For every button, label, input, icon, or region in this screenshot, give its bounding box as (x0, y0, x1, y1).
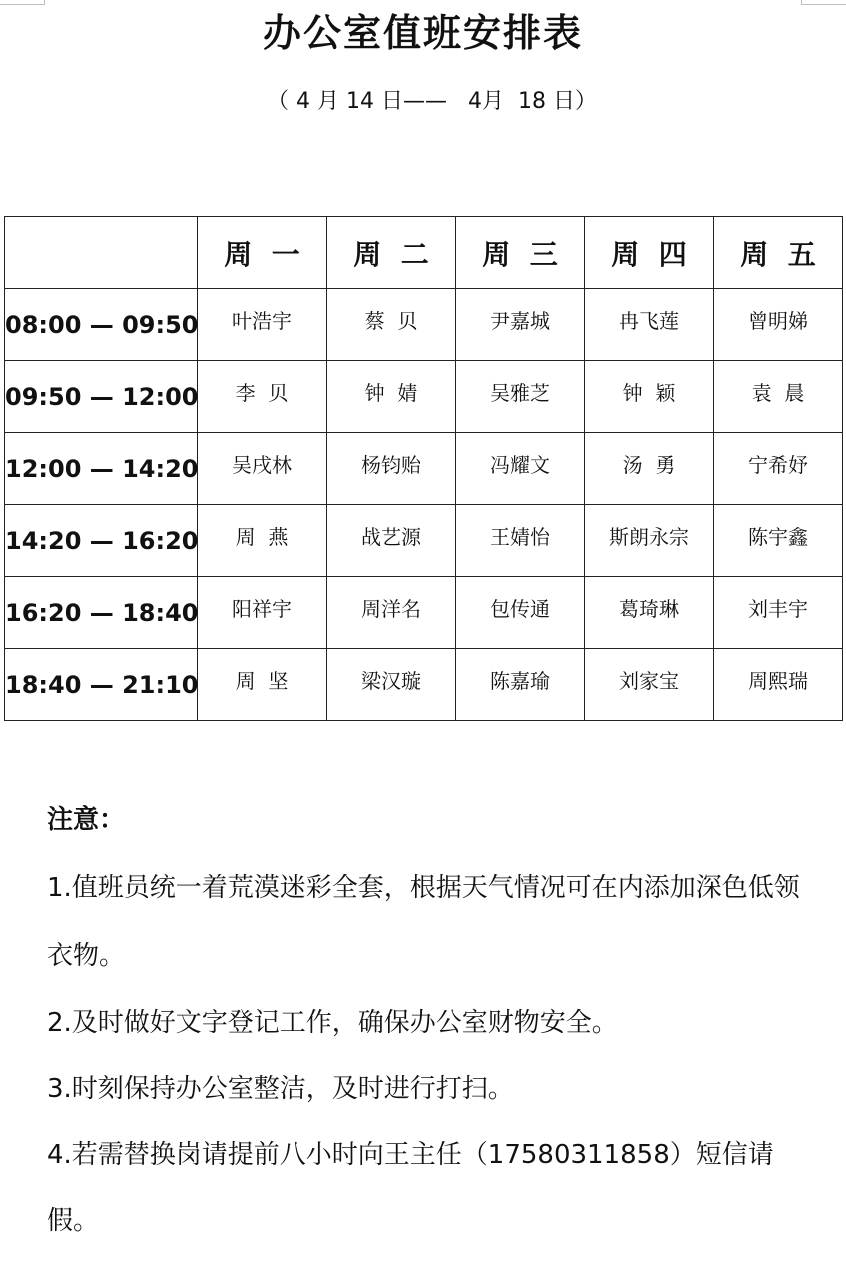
duty-name-cell: 尹嘉城 (456, 289, 585, 361)
table-row (5, 433, 843, 505)
time-slot-cell: 14:20 — 16:20 (5, 505, 198, 577)
duty-name-cell: 吴雅芝 (456, 361, 585, 433)
duty-name-cell: 周熙瑞 (714, 649, 843, 721)
duty-name-cell: 叶浩宇 (198, 289, 327, 361)
duty-name-cell: 王婧怡 (456, 505, 585, 577)
duty-name-cell: 陈宇鑫 (714, 505, 843, 577)
table-row (5, 289, 843, 361)
duty-name-cell: 斯朗永宗 (585, 505, 714, 577)
duty-name-cell: 钟 婧 (327, 361, 456, 433)
page-corner-mark-right (801, 0, 846, 5)
duty-name-cell: 周 坚 (198, 649, 327, 721)
note-item: 4.若需替换岗请提前八小时向王主任（17580311858）短信请假。 (47, 1140, 774, 1236)
duty-name-cell: 葛琦琳 (585, 577, 714, 649)
duty-name-cell: 陈嘉瑜 (456, 649, 585, 721)
time-slot-cell: 16:20 — 18:40 (5, 577, 198, 649)
table-row (5, 577, 843, 649)
duty-name-cell: 李 贝 (198, 361, 327, 433)
header-corner-cell (5, 217, 198, 289)
note-item: 3.时刻保持办公室整洁，及时进行打扫。 (47, 1074, 514, 1104)
duty-name-cell: 宁希妤 (714, 433, 843, 505)
note-item: 2.及时做好文字登记工作，确保办公室财物安全。 (47, 1008, 618, 1038)
duty-name-cell: 冯耀文 (456, 433, 585, 505)
table-row (5, 649, 843, 721)
notes-heading: 注意： (47, 805, 126, 835)
duty-name-cell: 汤 勇 (585, 433, 714, 505)
note-item: 1.值班员统一着荒漠迷彩全套，根据天气情况可在内添加深色低领衣物。 (47, 873, 800, 971)
page-title: 办公室值班安排表 (262, 11, 583, 55)
duty-name-cell: 袁 晨 (714, 361, 843, 433)
duty-name-cell: 周洋名 (327, 577, 456, 649)
date-range: （ 4 月 14 日—— 4月 18 日） (267, 89, 597, 114)
table-row (5, 505, 843, 577)
duty-name-cell: 曾明娣 (714, 289, 843, 361)
time-slot-cell: 18:40 — 21:10 (5, 649, 198, 721)
notes-section (47, 792, 817, 1254)
duty-name-cell: 刘丰宇 (714, 577, 843, 649)
duty-name-cell: 阳祥宇 (198, 577, 327, 649)
time-slot-cell: 12:00 — 14:20 (5, 433, 198, 505)
duty-schedule-table (4, 216, 843, 721)
duty-name-cell: 周 燕 (198, 505, 327, 577)
duty-name-cell: 吴戌林 (198, 433, 327, 505)
time-slot-cell: 08:00 — 09:50 (5, 289, 198, 361)
table-header-row (5, 217, 843, 289)
header-friday: 周 五 (714, 217, 843, 289)
duty-name-cell: 战艺源 (327, 505, 456, 577)
header-monday: 周 一 (198, 217, 327, 289)
header-thursday: 周 四 (585, 217, 714, 289)
duty-name-cell: 刘家宝 (585, 649, 714, 721)
duty-name-cell: 蔡 贝 (327, 289, 456, 361)
header-tuesday: 周 二 (327, 217, 456, 289)
page-corner-mark-left (0, 0, 45, 5)
table-row (5, 361, 843, 433)
duty-name-cell: 梁汉璇 (327, 649, 456, 721)
duty-name-cell: 包传通 (456, 577, 585, 649)
time-slot-cell: 09:50 — 12:00 (5, 361, 198, 433)
duty-name-cell: 钟 颖 (585, 361, 714, 433)
header-wednesday: 周 三 (456, 217, 585, 289)
duty-name-cell: 冉飞莲 (585, 289, 714, 361)
duty-name-cell: 杨钧贻 (327, 433, 456, 505)
